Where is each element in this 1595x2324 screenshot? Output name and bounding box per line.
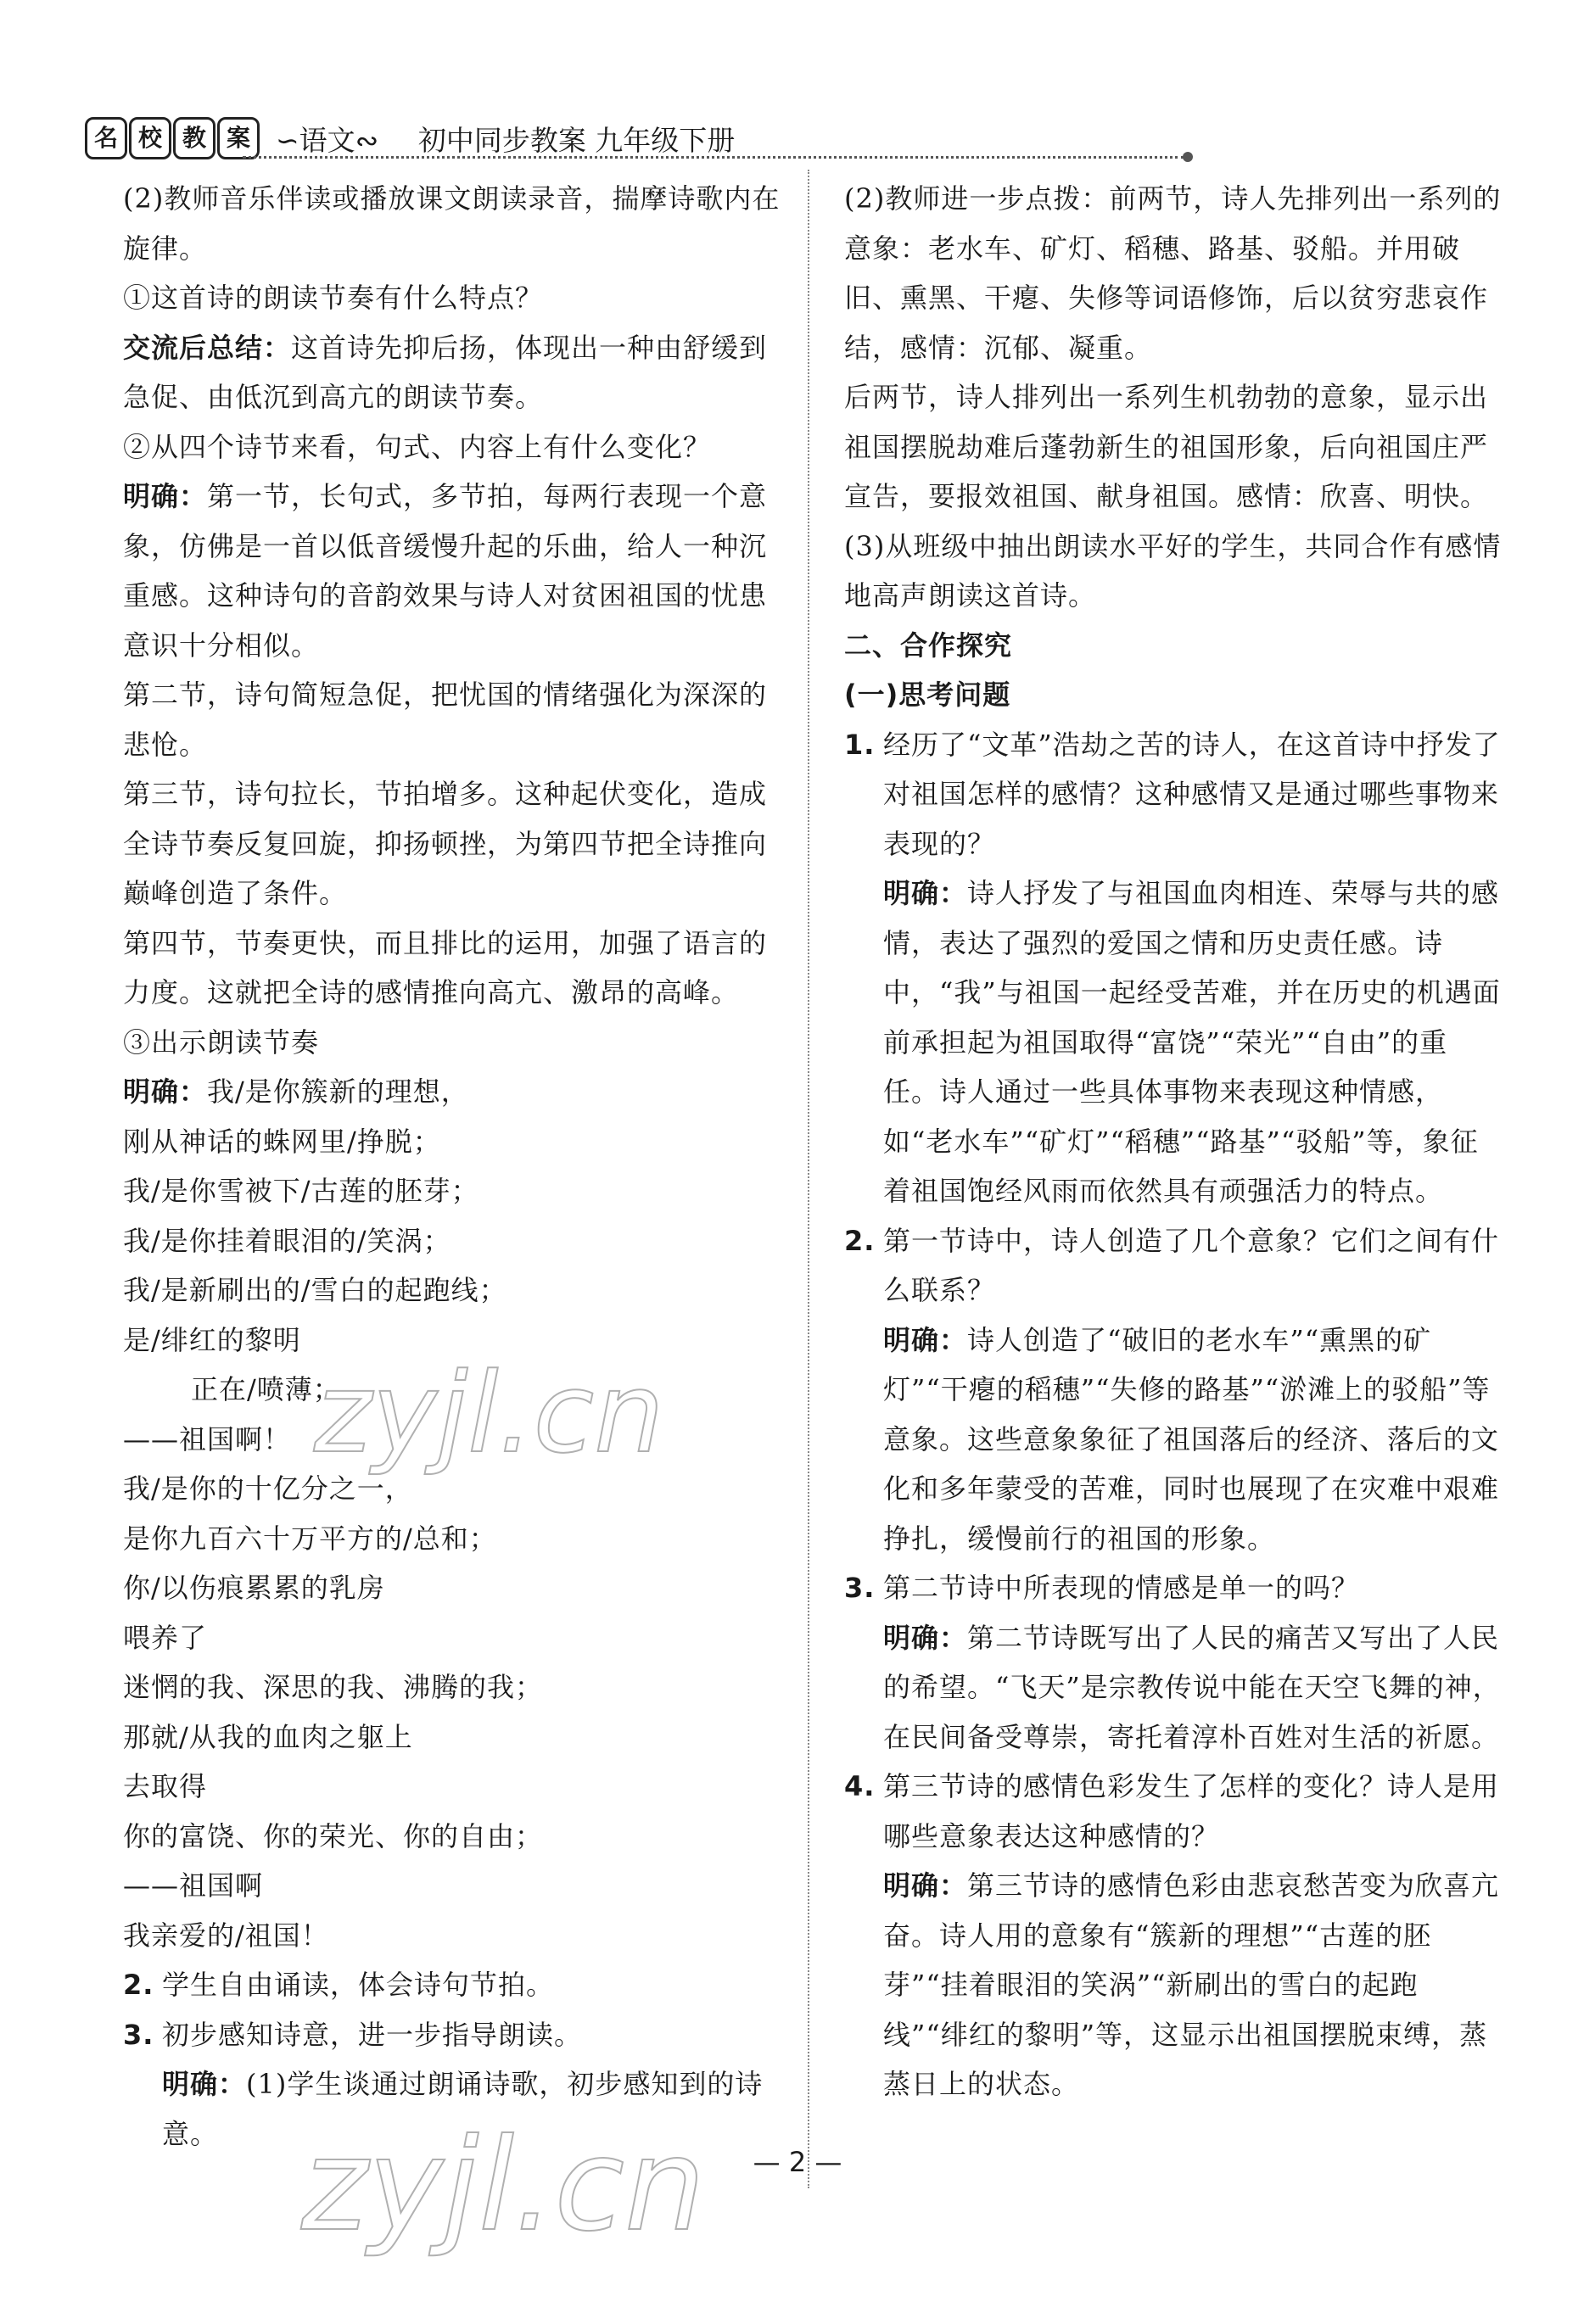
poem-line: 去取得 <box>123 1770 208 1802</box>
paragraph: (2)教师音乐伴读或播放课文朗读录音，揣摩诗歌内在旋律。 <box>123 182 781 265</box>
poem-line: 是/绯红的黎明 <box>123 1323 301 1356</box>
question <box>844 1762 1502 1861</box>
page-number: — 2 — <box>753 2146 842 2178</box>
poem-line: 是你九百六十万平方的/总和； <box>123 1522 497 1555</box>
logo-char: 教 <box>173 117 215 159</box>
column-divider <box>808 170 809 2188</box>
paragraph: 第三节，诗句拉长，节拍增多。这种起伏变化，造成全诗节奏反复回旋，抑扬顿挫，为第四节把全诗推向巅峰创造了条件。 <box>123 778 768 909</box>
label: 明确： <box>883 1869 968 1902</box>
poem-line: ——祖国啊！ <box>123 1422 292 1455</box>
text: 第二节诗中所表现的情感是单一的吗？ <box>883 1572 1360 1604</box>
label: 明确： <box>123 480 208 512</box>
paragraph: (2)教师进一步点拨：前两节，诗人先排列出一系列的意象：老水车、矿灯、稻穗、路基、驳船。并用破旧、熏黑、干瘪、失修等词语修饰，后以贫穷悲哀作结，感情：沉郁、凝重。 <box>844 182 1502 364</box>
logo-char: 校 <box>129 117 171 159</box>
numbered-item <box>123 2010 785 2060</box>
question <box>844 1563 1502 1613</box>
item-number: 2. <box>123 1969 154 2001</box>
question <box>844 1216 1502 1316</box>
text: 经历了“文革”浩劫之苦的诗人，在这首诗中抒发了对祖国怎样的感情？这种感情又是通过哪些事物来表现的？ <box>883 728 1501 860</box>
answer <box>844 1316 1502 1564</box>
paragraph: ②从四个诗节来看，句式、内容上有什么变化？ <box>123 430 712 463</box>
poem-line: 我亲爱的/祖国！ <box>123 1919 329 1952</box>
poem-line: 迷惘的我、深思的我、沸腾的我； <box>123 1671 544 1703</box>
watermark: zyjl.cn <box>314 1349 664 1478</box>
answer <box>844 1613 1502 1763</box>
label: 明确： <box>883 1621 968 1654</box>
text: (1)学生谈通过朗诵诗歌，初步感知到的诗意。 <box>162 2068 764 2150</box>
poem-line: 我/是你挂着眼泪的/笑涡； <box>123 1224 451 1257</box>
subject-label: ∽语文∾ <box>276 124 379 157</box>
text: 初步感知诗意，进一步指导朗读。 <box>162 2018 583 2051</box>
text: 第三节诗的感情色彩由悲哀愁苦变为欣喜亢奋。诗人用的意象有“簇新的理想”“古莲的胚芽”“挂着眼泪的笑涡”“新刷出的雪白的起跑线”“绯红的黎明”等，这显示出祖国摆脱束缚，蒸蒸日上的状态。 <box>883 1869 1500 2100</box>
label: 交流后总结： <box>123 331 292 364</box>
paragraph <box>123 323 785 422</box>
logo-char: 案 <box>217 117 260 159</box>
poem-line: 我/是你的十亿分之一， <box>123 1472 413 1505</box>
question <box>844 720 1502 869</box>
paragraph: 后两节，诗人排列出一系列生机勃勃的意象，显示出祖国摆脱劫难后蓬勃新生的祖国形象，后向祖国庄严宣告，要报效祖国、献身祖国。感情：欣喜、明快。 <box>844 381 1489 512</box>
text: 我/是你簇新的理想， <box>207 1075 469 1108</box>
text: 诗人创造了“破旧的老水车”“熏黑的矿灯”“干瘪的稻穗”“失修的路基”“淤滩上的驳船”等意象。这些意象象征了祖国落后的经济、落后的文化和多年蒙受的苦难，同时也展现了在灾难中艰难挣扎，缓慢前行的祖国的形象。 <box>883 1323 1500 1555</box>
text: 学生自由诵读，体会诗句节拍。 <box>162 1969 555 2001</box>
poem-line: ——祖国啊 <box>123 1869 264 1902</box>
left-column <box>123 174 785 2159</box>
text: 第一节，长句式，多节拍，每两行表现一个意象，仿佛是一首以低音缓慢升起的乐曲，给人一种沉重感。这种诗句的音韵效果与诗人对贫困祖国的忧患意识十分相似。 <box>123 480 768 662</box>
numbered-item <box>123 1960 785 2010</box>
label: 明确： <box>162 2068 247 2100</box>
poem-line: 你/以伤痕累累的乳房 <box>123 1572 385 1604</box>
text: 诗人抒发了与祖国血肉相连、荣辱与共的感情，表达了强烈的爱国之情和历史责任感。诗中，“我”与祖国一起经受苦难，并在历史的机遇面前承担起为祖国取得“富饶”“荣光”“自由”的重任。诗人通过一些具体事物来表现这种情感，如“老水车”“矿灯”“稻穗”“路基”“驳船”等，象征着祖国饱经风雨而依然具有顽强活力的特点。 <box>883 877 1501 1207</box>
poem-line: 那就/从我的血肉之躯上 <box>123 1720 413 1753</box>
header-title <box>276 119 735 159</box>
answer <box>844 869 1502 1216</box>
item-number: 4. <box>844 1770 876 1802</box>
watermark: zyjl.cn <box>301 2112 706 2260</box>
poem-line: 我/是你雪被下/古莲的胚芽； <box>123 1175 479 1207</box>
item-number: 3. <box>123 2018 154 2051</box>
paragraph: 第四节，节奏更快，而且排比的运用，加强了语言的力度。这就把全诗的感情推向高亢、激昂的高峰。 <box>123 926 768 1008</box>
paragraph: ①这首诗的朗读节奏有什么特点？ <box>123 282 544 314</box>
text: 第三节诗的感情色彩发生了怎样的变化？诗人是用哪些意象表达这种感情的？ <box>883 1770 1500 1852</box>
text: 第二节诗既写出了人民的痛苦又写出了人民的希望。“飞天”是宗教传说中能在天空飞舞的神，在民间备受尊崇，寄托着淳朴百姓对生活的祈愿。 <box>883 1621 1501 1753</box>
label: 明确： <box>883 1323 968 1356</box>
item-number: 3. <box>844 1572 876 1604</box>
label: 明确： <box>883 877 968 909</box>
header-rule <box>243 156 1184 159</box>
paragraph: ③出示朗读节奏 <box>123 1025 320 1059</box>
poem-line: 你的富饶、你的荣光、你的自由； <box>123 1819 544 1852</box>
answer <box>844 1861 1502 2109</box>
item-number: 1. <box>844 728 876 761</box>
header-rule-dot <box>1183 152 1193 162</box>
poem-line: 喂养了 <box>123 1621 208 1654</box>
label: 明确： <box>123 1075 208 1108</box>
paragraph: (3)从班级中抽出朗读水平好的学生，共同合作有感情地高声朗读这首诗。 <box>844 529 1502 612</box>
item-number: 2. <box>844 1224 876 1257</box>
poem-line: 正在/喷薄； <box>191 1373 341 1405</box>
book-title: 初中同步教案 九年级下册 <box>417 124 736 157</box>
poem-line: 我/是新刷出的/雪白的起跑线； <box>123 1274 507 1306</box>
series-logo <box>85 117 260 159</box>
paragraph <box>123 472 785 670</box>
paragraph: 第二节，诗句简短急促，把忧国的情绪强化为深深的悲怆。 <box>123 679 768 761</box>
section-heading: 二、合作探究 <box>844 628 1013 662</box>
right-column <box>844 174 1502 2109</box>
poem-line <box>123 1067 785 1117</box>
poem-line: 刚从神话的蛛网里/挣脱； <box>123 1125 441 1158</box>
subsection-heading: (一)思考问题 <box>844 679 1011 711</box>
text: 这首诗先抑后扬，体现出一种由舒缓到急促、由低沉到高亢的朗读节奏。 <box>123 331 768 413</box>
page-header <box>85 117 1111 159</box>
logo-char: 名 <box>85 117 127 159</box>
text: 第一节诗中，诗人创造了几个意象？它们之间有什么联系？ <box>883 1224 1500 1306</box>
